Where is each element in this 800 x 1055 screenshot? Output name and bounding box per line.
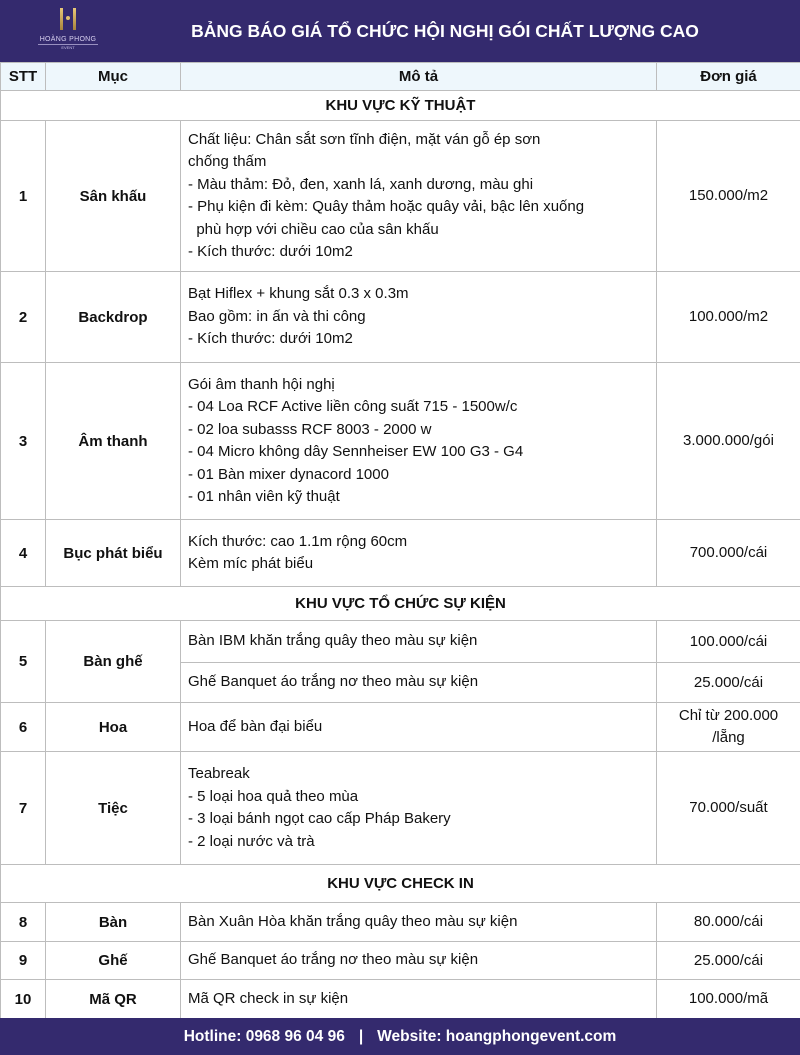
section-row: [1, 587, 800, 621]
description-line: - 01 nhân viên kỹ thuật: [188, 488, 340, 505]
item-description: [181, 980, 657, 1019]
price-line: 100.000/cái: [689, 632, 768, 650]
price-line: Chỉ từ 200.000: [678, 707, 779, 724]
item-price: [657, 520, 800, 587]
table-header-row: [1, 63, 800, 91]
item-price: [657, 272, 800, 363]
description-line: Chất liệu: Chân sắt sơn tĩnh điện, mặt ván gỗ ép sơn: [188, 130, 541, 148]
description-line: - Màu thảm: Đỏ, đen, xanh lá, xanh dương, màu ghi: [188, 175, 534, 193]
item-number: 4: [1, 520, 46, 587]
table-row: [1, 703, 800, 752]
col-header-description: Mô tả: [181, 63, 657, 91]
table-row: [1, 942, 800, 980]
item-price: [657, 621, 800, 663]
description-line: Kèm míc phát biểu: [188, 555, 314, 572]
section-title: KHU VỰC KỸ THUẬT: [1, 91, 800, 121]
item-description: [181, 752, 657, 865]
item-description: [181, 121, 657, 272]
description-line: - 3 loại bánh ngọt cao cấp Pháp Bakery: [188, 810, 451, 827]
description-line: - 5 loại hoa quả theo mùa: [188, 787, 359, 805]
item-price: [657, 703, 800, 752]
description-line: Bàn IBM khăn trắng quây theo màu sự kiện: [188, 632, 478, 650]
col-header-stt: STT: [1, 63, 46, 91]
footer: [0, 1018, 800, 1055]
description-line: Gói âm thanh hội nghị: [188, 375, 335, 393]
item-name: Tiệc: [46, 752, 181, 865]
item-name: Ghế: [46, 942, 181, 980]
price-line: 70.000/suất: [689, 799, 768, 816]
table-row: [1, 520, 800, 587]
item-number: 7: [1, 752, 46, 865]
item-name: Sân khấu: [46, 121, 181, 272]
item-name: Bục phát biểu: [46, 520, 181, 587]
item-number: 6: [1, 703, 46, 752]
table-row: [1, 272, 800, 363]
item-description: [181, 663, 657, 703]
description-line: Kích thước: cao 1.1m rộng 60cm: [188, 532, 408, 550]
table-row: [1, 752, 800, 865]
description-line: Ghế Banquet áo trắng nơ theo màu sự kiện: [188, 951, 479, 969]
item-description: [181, 903, 657, 942]
item-name: Backdrop: [46, 272, 181, 363]
logo-text: HOÀNG PHONG: [39, 36, 97, 43]
description-line: phù hợp với chiều cao của sân khấu: [188, 220, 439, 238]
item-price: [657, 121, 800, 272]
section-row: [1, 91, 800, 121]
description-line: - 04 Micro không dây Sennheiser EW 100 G3 - G4: [188, 443, 524, 460]
description-line: - 2 loại nước và trà: [188, 832, 315, 850]
table-row: [1, 980, 800, 1019]
section-row: [1, 865, 800, 903]
item-number: 8: [1, 903, 46, 942]
description-line: - 02 loa subasss RCF 8003 - 2000 w: [188, 420, 432, 438]
price-line: 150.000/m2: [688, 187, 769, 204]
table-row: [1, 621, 800, 663]
table-row: [1, 121, 800, 272]
website: Website: hoangphongevent.com: [377, 1028, 617, 1045]
description-line: Hoa để bàn đại biểu: [188, 717, 323, 735]
page-title: BẢNG BÁO GIÁ TỔ CHỨC HỘI NGHỊ GÓI CHẤT LƯỢNG CAO: [191, 21, 699, 41]
price-line: 3.000.000/gói: [683, 432, 774, 449]
description-line: Bạt Hiflex + khung sắt 0.3 x 0.3m: [188, 285, 409, 303]
item-name: Bàn ghế: [46, 621, 181, 703]
item-price: [657, 903, 800, 942]
page-header: [0, 0, 800, 62]
description-line: - Kích thước: dưới 10m2: [188, 330, 353, 348]
item-price: [657, 752, 800, 865]
item-number: 2: [1, 272, 46, 363]
description-line: - 01 Bàn mixer dynacord 1000: [188, 465, 389, 483]
section-title: KHU VỰC CHECK IN: [1, 865, 800, 903]
col-header-item: Mục: [46, 63, 181, 91]
item-number: 3: [1, 363, 46, 520]
item-description: [181, 621, 657, 663]
description-line: Mã QR check in sự kiện: [188, 989, 349, 1007]
item-number: 1: [1, 121, 46, 272]
description-line: chống thấm: [188, 153, 267, 170]
hotline: Hotline: 0968 96 04 96: [183, 1028, 345, 1045]
description-line: - Kích thước: dưới 10m2: [188, 243, 353, 260]
item-price: [657, 663, 800, 703]
description-line: Bàn Xuân Hòa khăn trắng quây theo màu sự kiện: [188, 912, 518, 930]
logo-subtext: EVENT: [61, 45, 75, 50]
description-line: Teabreak: [188, 765, 250, 782]
item-name: Âm thanh: [46, 363, 181, 520]
section-title: KHU VỰC TỔ CHỨC SỰ KIỆN: [1, 587, 800, 621]
price-line: /lẵng: [712, 729, 745, 746]
description-line: - Phụ kiện đi kèm: Quây thảm hoặc quây vải, bậc lên xuống: [188, 198, 585, 215]
item-name: Mã QR: [46, 980, 181, 1019]
item-number: 10: [1, 980, 46, 1019]
item-description: [181, 272, 657, 363]
item-name: Hoa: [46, 703, 181, 752]
item-description: [181, 942, 657, 980]
price-line: 25.000/cái: [693, 673, 764, 691]
item-name: Bàn: [46, 903, 181, 942]
item-description: [181, 703, 657, 752]
price-line: 80.000/cái: [693, 913, 764, 930]
description-line: Ghế Banquet áo trắng nơ theo màu sự kiện: [188, 673, 479, 691]
item-price: [657, 363, 800, 520]
item-price: [657, 942, 800, 980]
price-line: 700.000/cái: [689, 544, 768, 561]
item-description: [181, 520, 657, 587]
table-row: [1, 363, 800, 520]
table-row: [1, 903, 800, 942]
item-number: 9: [1, 942, 46, 980]
logo-mark-icon: [57, 6, 79, 32]
price-line: 100.000/m2: [688, 308, 769, 325]
logo: [38, 6, 98, 54]
col-header-price: Đơn giá: [657, 63, 800, 91]
price-table: [0, 62, 800, 1019]
description-line: - 04 Loa RCF Active liền công suất 715 - 1500w/c: [188, 398, 518, 415]
item-price: [657, 980, 800, 1019]
item-number: 5: [1, 621, 46, 703]
price-line: 100.000/mã: [688, 990, 769, 1007]
description-line: Bao gồm: in ấn và thi công: [188, 307, 366, 325]
footer-separator: |: [358, 1028, 364, 1045]
item-description: [181, 363, 657, 520]
price-line: 25.000/cái: [693, 951, 764, 969]
